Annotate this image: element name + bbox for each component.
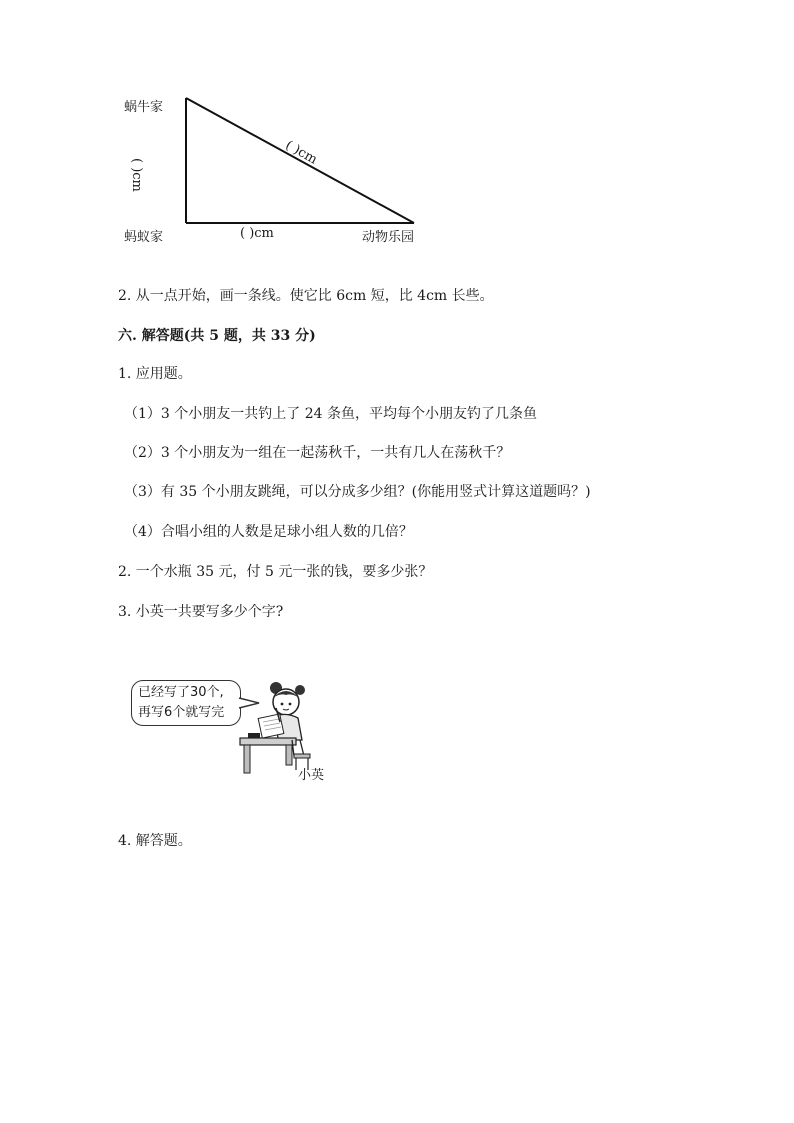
bubble-line-1: 已经写了30个, <box>138 685 224 700</box>
question-2-draw-line: 2. 从一点开始，画一条线。使它比 6cm 短，比 4cm 长些。 <box>118 288 494 304</box>
problem-2: 2. 一个水瓶 35 元，付 5 元一张的钱，要多少张？ <box>118 564 433 580</box>
section-title: 六. 解答题(共 5 题，共 33 分) <box>118 328 316 344</box>
problem-1-title: 1. 应用题。 <box>118 366 192 382</box>
bubble-line-2: 再写6个就写完 <box>138 705 225 720</box>
problem-4-title: 4. 解答题。 <box>118 833 192 849</box>
problem-3-title: 3. 小英一共要写多少个字? <box>118 604 284 620</box>
girl-writing-illustration <box>236 678 320 774</box>
speech-bubble <box>131 680 241 726</box>
problem-1-item-3: （3）有 35 个小朋友跳绳，可以分成多少组？(你能用竖式计算这道题吗？) <box>124 484 591 500</box>
label-zoo: 动物乐园 <box>362 230 415 245</box>
label-ant-home: 蚂蚁家 <box>124 230 164 245</box>
label-snail-home: 蜗牛家 <box>124 100 164 115</box>
label-vertical-length: ( )cm <box>129 158 144 192</box>
problem-1-item-4: （4）合唱小组的人数是足球小组人数的几倍？ <box>124 524 413 540</box>
character-name-label: 小英 <box>298 768 325 783</box>
label-bottom-length: ( )cm <box>240 226 274 241</box>
problem-1-item-1: （1）3 个小朋友一共钓上了 24 条鱼，平均每个小朋友钓了几条鱼 <box>124 406 537 422</box>
label-hypotenuse-length: ( )cm <box>282 138 320 168</box>
problem-1-item-2: （2）3 个小朋友为一组在一起荡秋千，一共有几人在荡秋千？ <box>124 445 511 461</box>
